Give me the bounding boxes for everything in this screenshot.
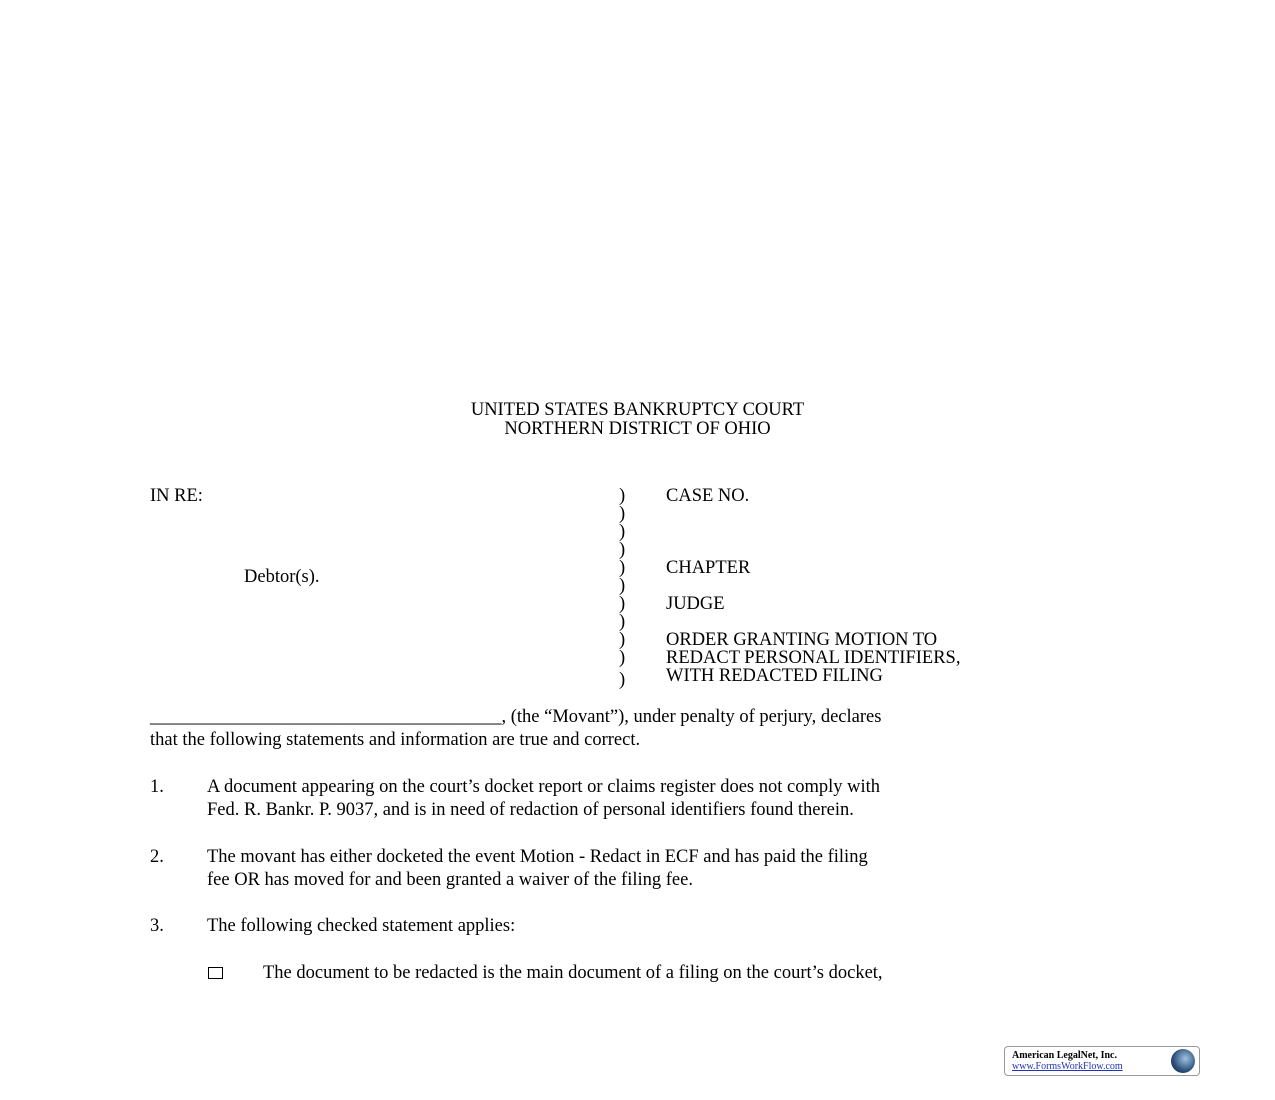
judge-label: JUDGE: [666, 594, 725, 614]
logo-company: American LegalNet, Inc.: [1012, 1050, 1117, 1061]
caption-paren: ): [619, 486, 626, 506]
item-text: A document appearing on the court’s docket report or claims register does not comply with: [207, 777, 881, 797]
caption-paren: ): [619, 522, 626, 542]
item-text: fee OR has moved for and been granted a waiver of the filing fee.: [207, 870, 693, 890]
american-legalnet-logo[interactable]: [1004, 1046, 1200, 1076]
order-title-line: WITH REDACTED FILING: [666, 666, 883, 686]
item-text: Fed. R. Bankr. P. 9037, and is in need of redaction of personal identifiers found therein.: [207, 800, 854, 820]
debtor-label: Debtor(s).: [244, 567, 320, 587]
caption-paren: ): [619, 594, 626, 614]
chapter-label: CHAPTER: [666, 558, 751, 578]
item-number: 2.: [150, 847, 164, 867]
caption-paren: ): [619, 576, 626, 596]
globe-icon: [1171, 1049, 1195, 1073]
caption-paren: ): [619, 612, 626, 632]
caption-paren: ): [619, 630, 626, 650]
statement-checkbox[interactable]: [208, 967, 223, 979]
caption-paren: ): [619, 648, 626, 668]
checkbox-statement: The document to be redacted is the main document of a filing on the court’s docket,: [263, 963, 883, 983]
item-text: The following checked statement applies:: [207, 916, 516, 936]
intro-line: that the following statements and information are true and correct.: [150, 730, 641, 750]
court-name: UNITED STATES BANKRUPTCY COURT: [470, 400, 805, 420]
logo-url-link[interactable]: www.FormsWorkFlow.com: [1012, 1061, 1123, 1072]
intro-line: ______________________________________, (the “Movant”), under penalty of perjury, declares: [150, 707, 882, 727]
district-name: NORTHERN DISTRICT OF OHIO: [504, 419, 771, 439]
item-number: 1.: [150, 777, 164, 797]
order-title-line: ORDER GRANTING MOTION TO: [666, 630, 938, 650]
caption-paren: ): [619, 558, 626, 578]
item-text: The movant has either docketed the event Motion - Redact in ECF and has paid the filing: [207, 847, 868, 867]
caption-paren: ): [619, 540, 626, 560]
case-no-label: CASE NO.: [666, 486, 750, 506]
item-number: 3.: [150, 916, 164, 936]
caption-paren: ): [619, 504, 626, 524]
in-re-label: IN RE:: [150, 486, 203, 506]
caption-paren: ): [619, 670, 626, 690]
order-title-line: REDACT PERSONAL IDENTIFIERS,: [666, 648, 961, 668]
